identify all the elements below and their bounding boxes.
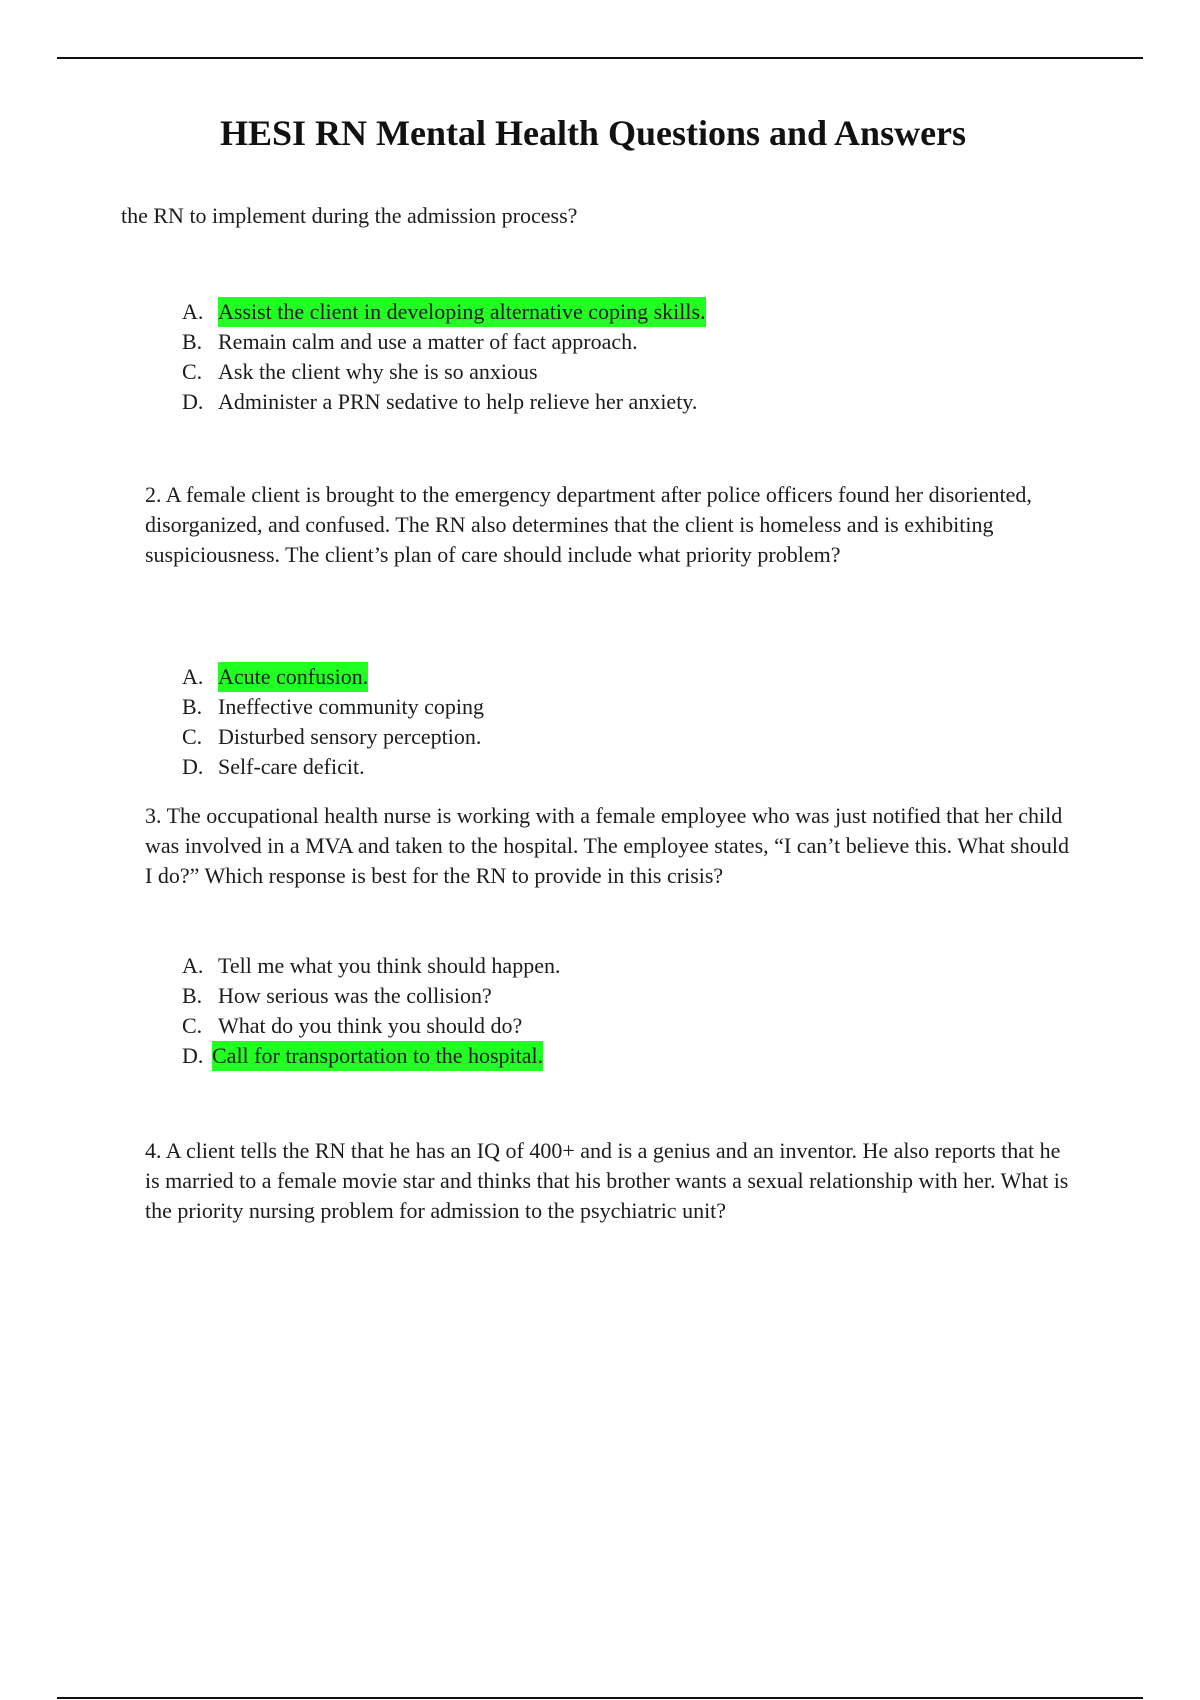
option-letter: B. (182, 694, 203, 719)
option-3c (182, 1011, 560, 1041)
bottom-rule (57, 1697, 1143, 1699)
option-text: Remain calm and use a matter of fact approach. (218, 329, 638, 354)
page-title: HESI RN Mental Health Questions and Answers (219, 113, 967, 153)
option-letter: D. (182, 1043, 204, 1068)
option-text: What do you think you should do? (218, 1013, 523, 1038)
top-rule (57, 57, 1143, 59)
correct-answer-highlight: Assist the client in developing alternative coping skills. (218, 297, 706, 327)
option-text: How serious was the collision? (218, 983, 492, 1008)
correct-answer-highlight: Call for transportation to the hospital. (212, 1041, 543, 1071)
option-letter: D. (182, 754, 204, 779)
question-3-text: 3. The occupational health nurse is working with a female employee who was just notified that her child was involved in a MVA and taken to the hospital. The employee states, “I can’t believe this. What should I do?” Which response is best for the RN to provide in this crisis? (145, 803, 1070, 888)
option-text: Tell me what you think should happen. (218, 953, 561, 978)
option-letter: C. (182, 724, 203, 749)
option-3b (182, 981, 560, 1011)
option-text: Ineffective community coping (218, 694, 484, 719)
option-text: Self-care deficit. (218, 754, 365, 779)
question-1-options (182, 297, 706, 417)
option-2c (182, 722, 484, 752)
correct-answer-highlight: Acute confusion. (218, 662, 368, 692)
option-letter: B. (182, 329, 203, 354)
option-letter: C. (182, 1013, 203, 1038)
continued-question-text: the RN to implement during the admission process? (121, 203, 578, 228)
option-3d (182, 1041, 560, 1071)
option-1a (182, 297, 706, 327)
question-2-options (182, 662, 484, 782)
option-letter: A. (182, 664, 204, 689)
option-2a (182, 662, 484, 692)
option-text: Disturbed sensory perception. (218, 724, 482, 749)
option-1c (182, 357, 706, 387)
option-letter: D. (182, 389, 204, 414)
option-text: Ask the client why she is so anxious (218, 359, 538, 384)
option-letter: B. (182, 983, 203, 1008)
option-letter: C. (182, 359, 203, 384)
question-4-text: 4. A client tells the RN that he has an IQ of 400+ and is a genius and an inventor. He also reports that he is married to a female movie star and thinks that his brother wants a sexual relationship with her. What is the priority nursing problem for admission to the psychiatric unit? (145, 1138, 1069, 1223)
option-1d (182, 387, 706, 417)
option-letter: A. (182, 953, 204, 978)
option-2b (182, 692, 484, 722)
question-3-options (182, 951, 560, 1071)
option-text: Administer a PRN sedative to help relieve her anxiety. (218, 389, 698, 414)
option-2d (182, 752, 484, 782)
option-1b (182, 327, 706, 357)
question-2-text: 2. A female client is brought to the emergency department after police officers found her disoriented, disorganized, and confused. The RN also determines that the client is homeless and is exhibiting suspiciousness. The client’s plan of care should include what priority problem? (145, 482, 1032, 567)
option-letter: A. (182, 299, 204, 324)
option-3a (182, 951, 560, 981)
